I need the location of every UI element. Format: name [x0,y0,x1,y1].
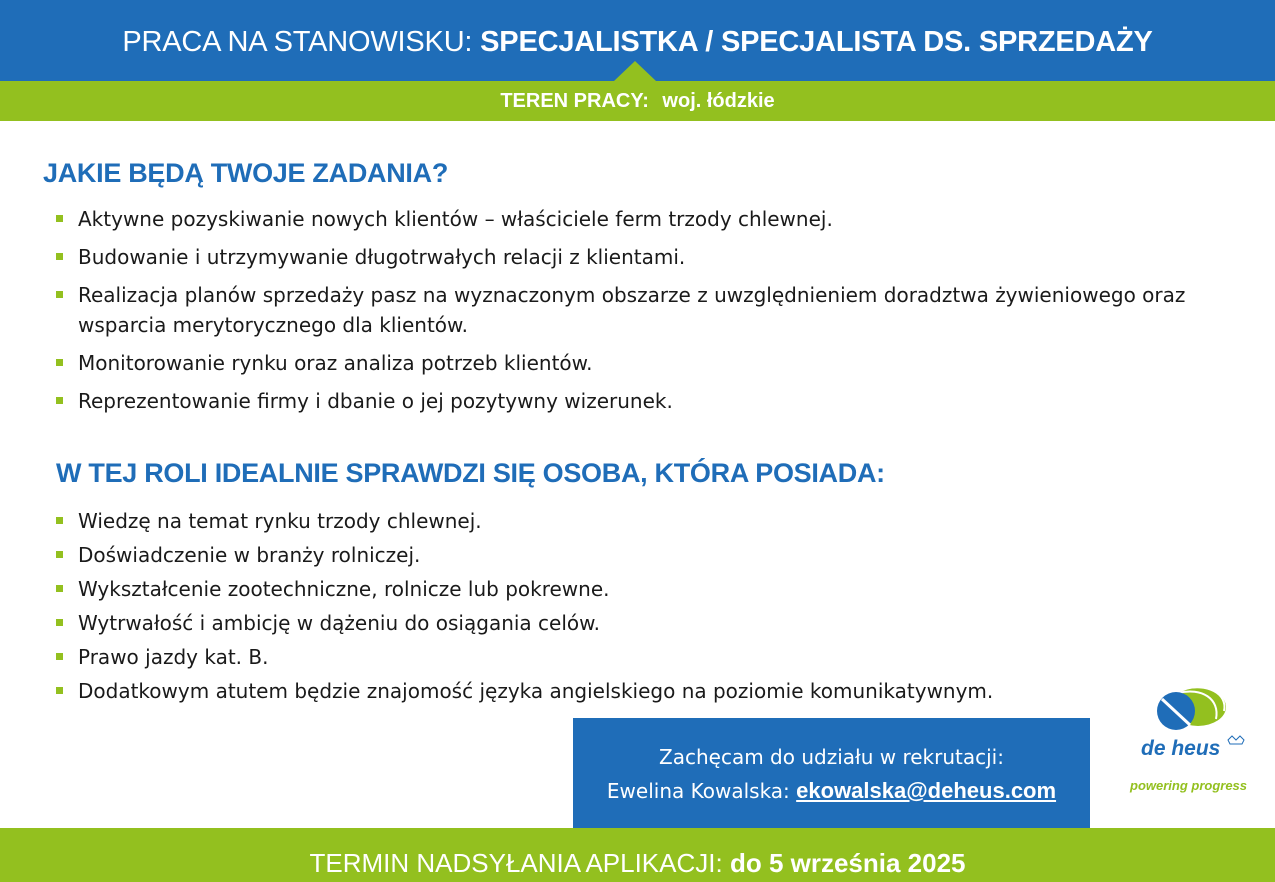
deadline-label: TERMIN NADSYŁANIA APLIKACJI: [309,848,723,878]
application-deadline [0,848,1275,879]
requirements-heading: W TEJ ROLI IDEALNIE SPRAWDZI SIĘ OSOBA, KTÓRA POSIADA: [56,458,885,488]
list-item: Realizacja planów sprzedaży pasz na wyznaczonym obszarze z uwzględnieniem doradztwa żywieniowego oraz wsparcia merytorycznego dla klientów. [56,280,1206,340]
contact-box [573,718,1090,828]
bullet-icon [56,619,63,626]
header-notch [614,61,656,81]
region [0,90,1275,113]
contact-line [573,778,1090,804]
bullet-icon [56,517,63,524]
list-item: Dodatkowym atutem będzie znajomość języka angielskiego na poziomie komunikatywnym. [56,676,1136,706]
logo-tagline: powering progress [1130,778,1248,793]
contact-intro: Zachęcam do udziału w rekrutacji: [659,745,1004,769]
bullet-icon [56,585,63,592]
list-item: Doświadczenie w branży rolniczej. [56,540,1136,570]
contact-person: Ewelina Kowalska: [606,779,790,803]
list-item: Wiedzę na temat rynku trzody chlewnej. [56,506,1136,536]
contact-email-link[interactable]: ekowalska@deheus.com [796,778,1057,803]
bullet-icon [56,397,63,404]
logo-name: de heus [1141,737,1221,760]
bullet-icon [56,687,63,694]
bullet-icon [56,253,63,260]
list-item: Wytrwałość i ambicję w dążeniu do osiągania celów. [56,608,1136,638]
list-item: Monitorowanie rynku oraz analiza potrzeb klientów. [56,348,1206,378]
bullet-icon [56,215,63,222]
deadline-value: do 5 września 2025 [729,848,966,878]
tasks-heading: JAKIE BĘDĄ TWOJE ZADANIA? [43,158,449,188]
region-label: TEREN PRACY: [500,90,649,112]
list-item: Reprezentowanie firmy i dbanie o jej pozytywny wizerunek. [56,386,1206,416]
region-value: woj. łódzkie [662,90,775,112]
bullet-icon [56,653,63,660]
list-item: Prawo jazdy kat. B. [56,642,1136,672]
tasks-list [56,204,1206,416]
list-item: Wykształcenie zootechniczne, rolnicze lub pokrewne. [56,574,1136,604]
title-prefix: PRACA NA STANOWISKU: [122,26,473,58]
title-position: SPECJALISTKA / SPECJALISTA DS. SPRZEDAŻY [480,26,1153,58]
bullet-icon [56,551,63,558]
page-title [0,26,1275,59]
list-item: Aktywne pozyskiwanie nowych klientów – właściciele ferm trzody chlewnej. [56,204,1206,234]
bullet-icon [56,291,63,298]
list-item: Budowanie i utrzymywanie długotrwałych relacji z klientami. [56,242,1206,272]
requirements-list [56,506,1136,706]
bullet-icon [56,359,63,366]
